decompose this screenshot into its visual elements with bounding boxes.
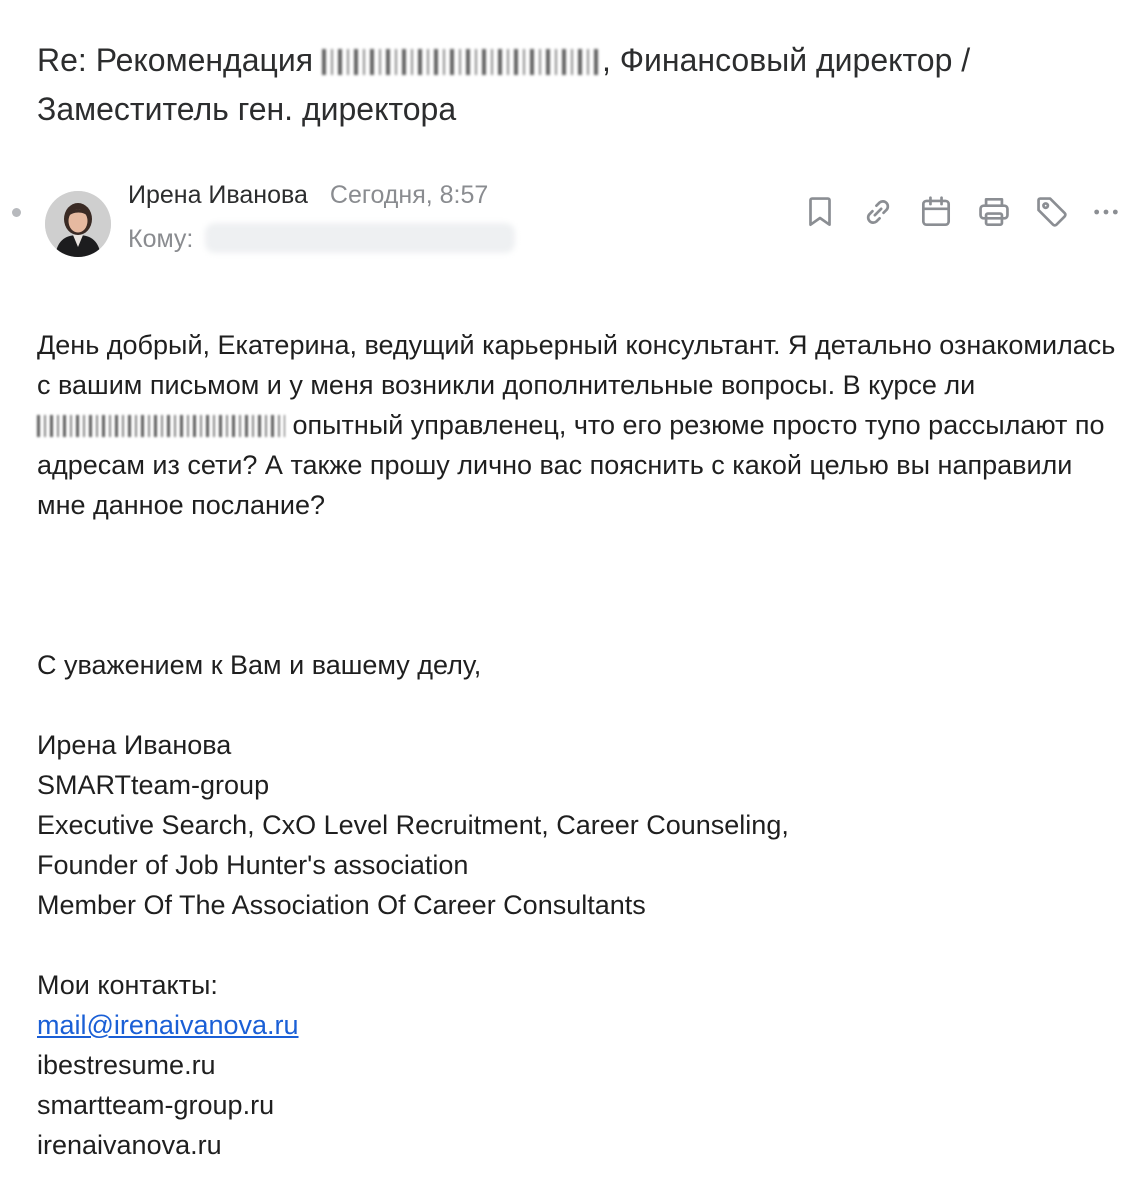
body-paragraph (37, 325, 1127, 525)
message-body (37, 325, 1127, 1165)
tag-icon (1033, 193, 1071, 231)
recipients-line (128, 222, 515, 256)
calendar-button[interactable] (916, 190, 956, 234)
more-icon (1090, 193, 1122, 231)
bookmark-icon (801, 193, 839, 231)
contact-site-irenaivanova: irenaivanova.ru (37, 1130, 222, 1160)
subject-prefix: Re: Рекомендация (37, 42, 322, 78)
contact-email-link[interactable]: mail@irenaivanova.ru (37, 1010, 299, 1040)
print-button[interactable] (974, 190, 1014, 234)
contact-site-ibestresume: ibestresume.ru (37, 1050, 216, 1080)
timestamp: Сегодня, 8:57 (329, 181, 489, 209)
copy-link-button[interactable] (858, 190, 898, 234)
subject-suffix: , Финансовый директор / Заместитель ген. директора (37, 42, 971, 127)
unread-indicator[interactable] (12, 208, 21, 217)
redacted-name (322, 49, 602, 75)
signature-company: SMARTteam-group (37, 770, 270, 800)
to-label: Кому: (128, 225, 194, 253)
closing-line: С уважением к Вам и вашему делу, (37, 650, 482, 680)
sender-line (128, 178, 488, 212)
avatar[interactable] (45, 191, 111, 257)
redacted-name-inline (37, 415, 285, 437)
more-button[interactable] (1090, 190, 1122, 234)
signature-founder: Founder of Job Hunter's association (37, 850, 469, 880)
signature-name: Ирена Иванова (37, 730, 232, 760)
bookmark-button[interactable] (800, 190, 840, 234)
contact-site-smartteam: smartteam-group.ru (37, 1090, 275, 1120)
signature-services: Executive Search, CxO Level Recruitment, Career Counseling, (37, 810, 789, 840)
message-toolbar (800, 190, 1122, 234)
signature-member: Member Of The Association Of Career Consultants (37, 890, 646, 920)
link-icon (859, 193, 897, 231)
print-icon (975, 193, 1013, 231)
contact-email-row (37, 1005, 1127, 1045)
body-text-part2: опытный управленец, что его резюме просто тупо рассылают по адресам из сети? А также прошу лично вас пояснить с какой целью вы направили мне данное послание? (37, 410, 1105, 520)
tag-button[interactable] (1032, 190, 1072, 234)
calendar-icon (917, 193, 955, 231)
sender-name[interactable]: Ирена Иванова (128, 181, 308, 209)
redacted-recipient (205, 223, 515, 253)
body-text-part1: День добрый, Екатерина, ведущий карьерный консультант. Я детально ознакомилась с вашим письмом и у меня возникли дополнительные вопросы. В курсе ли (37, 330, 1116, 400)
avatar-photo (45, 191, 111, 257)
email-subject (37, 36, 1117, 134)
contacts-label: Мои контакты: (37, 970, 218, 1000)
